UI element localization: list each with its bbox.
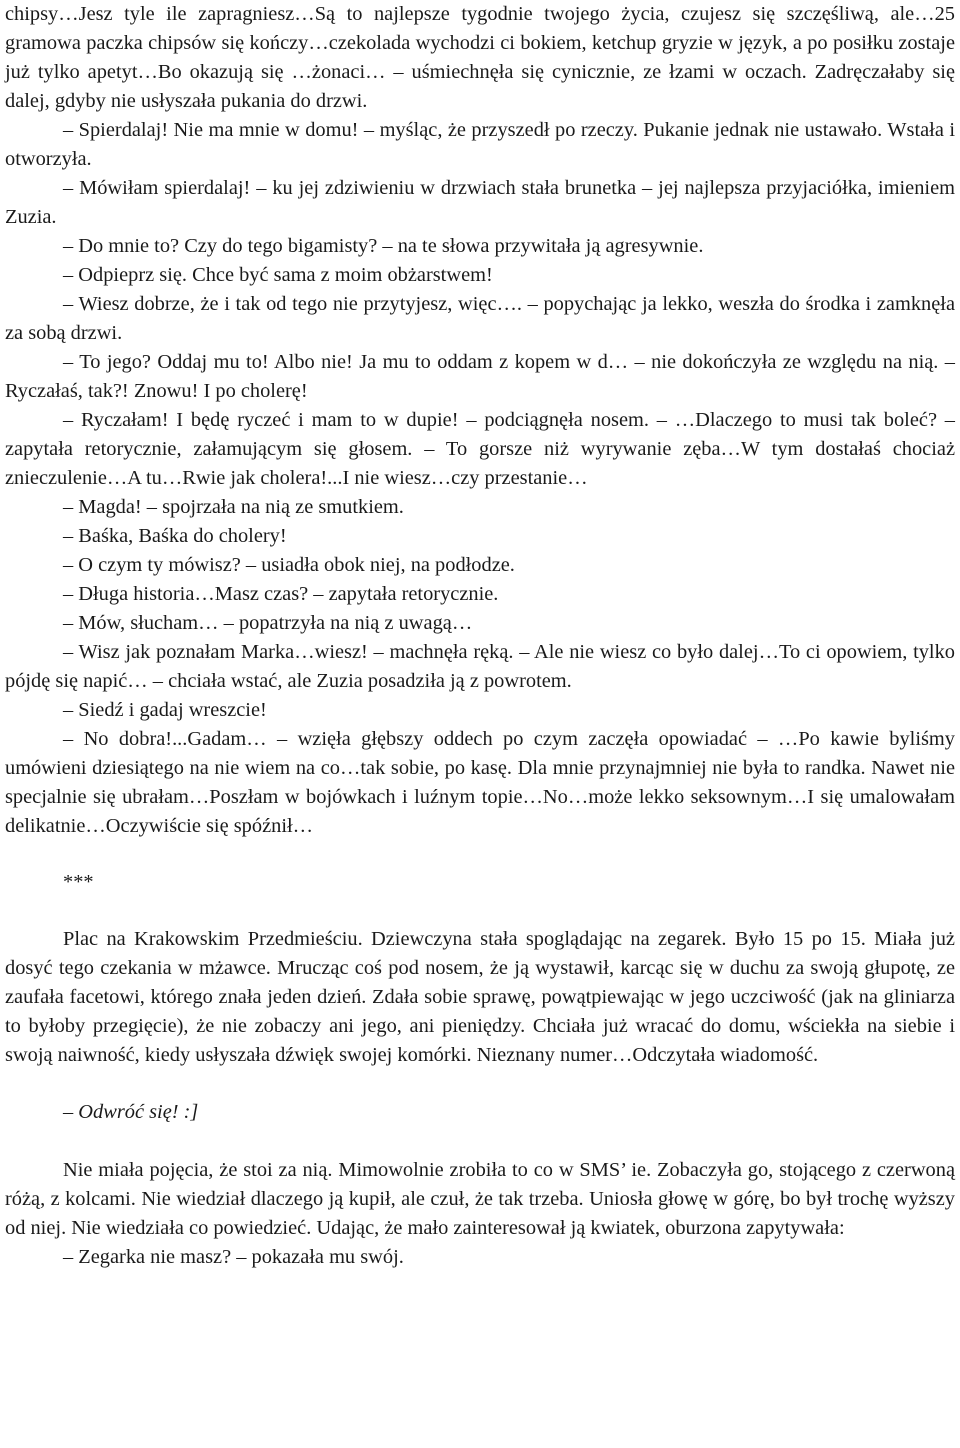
dialogue-line: – Mówiłam spierdalaj! – ku jej zdziwieniu w drzwiach stała brunetka – jej najlepsza przyjaciółka, imieniem Zuzia. bbox=[5, 177, 955, 228]
dialogue-line: – No dobra!...Gadam… – wzięła głębszy oddech po czym zaczęła opowiadać – …Po kawie byliśmy umówieni dziesiątego na nie wiem na co…tak sobie, po kasę. Dla mnie przynajmniej nie była to randka. Nawet nie specjalnie się ubrałam…Poszłam w bojówkach i luźnym topie…No…może lekko seksownym…I się umalowałam delikatnie…Oczywiście się spóźnił… bbox=[5, 728, 955, 837]
dialogue-line: – Do mnie to? Czy do tego bigamisty? – na te słowa przywitała ją agresywnie. bbox=[63, 235, 704, 257]
dialogue-line: – Zegarka nie masz? – pokazała mu swój. bbox=[63, 1246, 404, 1268]
dialogue-line: – Mów, słucham… – popatrzyła na nią z uwagą… bbox=[63, 612, 473, 634]
sms-message: – Odwróć się! :] bbox=[63, 1101, 199, 1123]
paragraph: Nie miała pojęcia, że stoi za nią. Mimowolnie zrobiła to co w SMS’ ie. Zobaczyła go, stojącego z czerwoną różą, z kolcami. Nie wiedział dlaczego ją kupił, ale czuł, że tak trzeba. Uniosła głowę w górę, bo był trochę wyższy od niej. Nie wiedziała co powiedzieć. Udając, że mało zainteresował ją kwiatek, oburzona zapytywała: bbox=[5, 1159, 955, 1239]
dialogue-line: – Odpieprz się. Chce być sama z moim obżarstwem! bbox=[63, 264, 493, 286]
dialogue-line: – Baśka, Baśka do cholery! bbox=[63, 525, 287, 547]
section-separator: *** bbox=[63, 871, 94, 893]
paragraph: Plac na Krakowskim Przedmieściu. Dziewczyna stała spoglądając na zegarek. Było 15 po 15. Miała już dosyć tego czekania w mżawce. Mrucząc coś pod nosem, że ją wystawił, karcąc się w duchu za swoją głupotę, ze zaufała facetowi, którego znała jeden dzień. Zdała sobie sprawę, powątpiewając w jego uczciwość (jak na gliniarza to byłoby przegięcie), że nie zobaczy ani jego, ani pieniędzy. Chciała już wracać do domu, wściekła na siebie i swoją naiwność, kiedy usłyszała dźwięk swojej komórki. Nieznany numer…Odczytała wiadomość. bbox=[5, 928, 955, 1066]
dialogue-line: – Spierdalaj! Nie ma mnie w domu! – myśląc, że przyszedł po rzeczy. Pukanie jednak nie ustawało. Wstała i otworzyła. bbox=[5, 119, 955, 170]
paragraph: chipsy…Jesz tyle ile zapragniesz…Są to najlepsze tygodnie twojego życia, czujesz się szczęśliwą, ale…25 gramowa paczka chipsów się kończy…czekolada wychodzi ci bokiem, ketchup gryzie w język, a po posiłku zostaje już tylko apetyt…Bo okazują się …żonaci… – uśmiechnęła się cynicznie, ze łzami w oczach. Zadręczałaby się dalej, gdyby nie usłyszała pukania do drzwi. bbox=[5, 3, 955, 112]
dialogue-line: – O czym ty mówisz? – usiadła obok niej, na podłodze. bbox=[63, 554, 515, 576]
document-page bbox=[5, 0, 955, 1272]
dialogue-line: – Magda! – spojrzała na nią ze smutkiem. bbox=[63, 496, 404, 518]
dialogue-line: – Długa historia…Masz czas? – zapytała retorycznie. bbox=[63, 583, 499, 605]
dialogue-line: – Ryczałam! I będę ryczeć i mam to w dupie! – podciągnęła nosem. – …Dlaczego to musi tak boleć? – zapytała retorycznie, załamującym się głosem. – To gorsze niż wyrywanie zęba…W tym dostałaś chociaż znieczulenie…A tu…Rwie jak cholera!...I nie wiesz…czy przestanie… bbox=[5, 409, 955, 489]
dialogue-line: – To jego? Oddaj mu to! Albo nie! Ja mu to oddam z kopem w d… – nie dokończyła ze względu na nią. – Ryczałaś, tak?! Znowu! I po cholerę! bbox=[5, 351, 955, 402]
dialogue-line: – Wiesz dobrze, że i tak od tego nie przytyjesz, więc…. – popychając ja lekko, weszła do środka i zamknęła za sobą drzwi. bbox=[5, 293, 955, 344]
dialogue-line: – Wisz jak poznałam Marka…wiesz! – machnęła ręką. – Ale nie wiesz co było dalej…To ci opowiem, tylko pójdę się napić… – chciała wstać, ale Zuzia posadziła ją z powrotem. bbox=[5, 641, 955, 692]
dialogue-line: – Siedź i gadaj wreszcie! bbox=[63, 699, 267, 721]
